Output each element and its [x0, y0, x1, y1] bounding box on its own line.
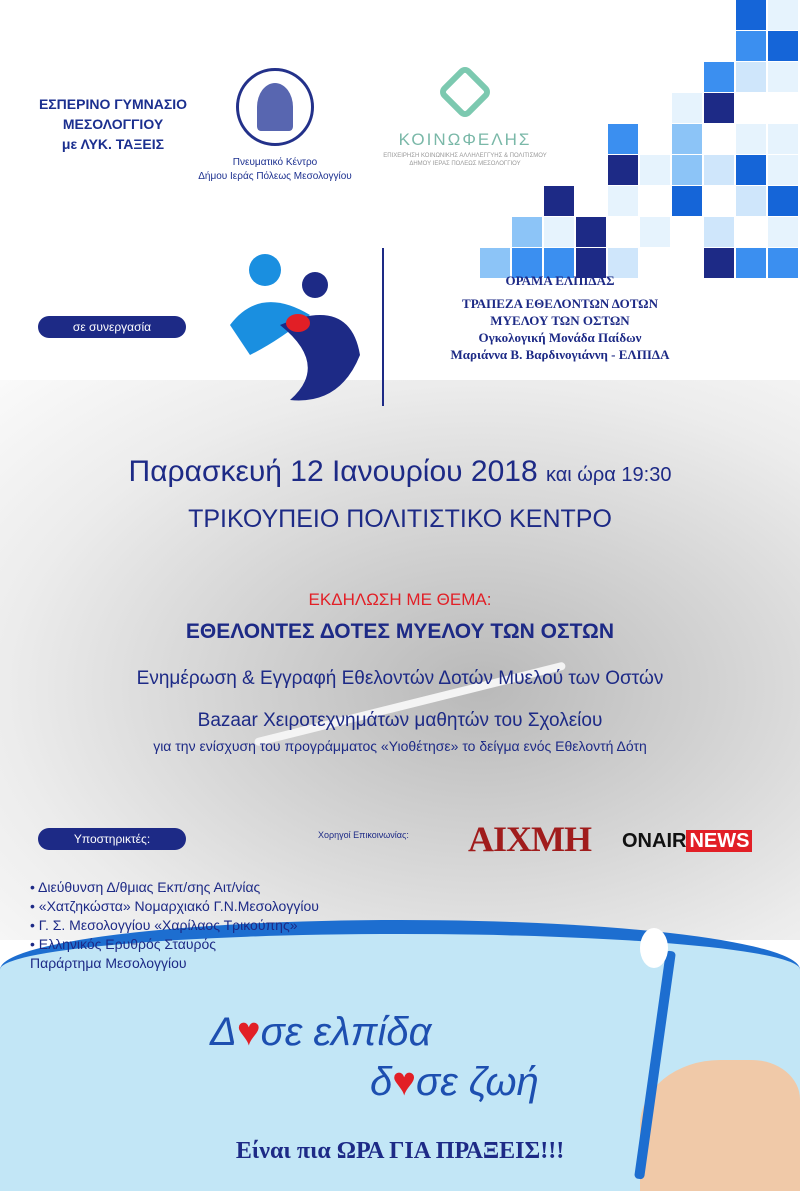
cultural-center-seal-icon: [236, 68, 314, 146]
tile: [608, 155, 638, 185]
partner-info: [395, 272, 725, 363]
list-item: • Γ. Σ. Μεσολογγίου «Χαρίλαος Τρικούπης»: [30, 916, 319, 935]
event-detail: Ενημέρωση & Εγγραφή Εθελοντών Δοτών Μυελού των Οστών: [136, 668, 664, 689]
partner-line: ΤΡΑΠΕΖΑ ΕΘΕΛΟΝΤΩΝ ΔΟΤΩΝ: [462, 296, 658, 311]
event-detail: Bazaar Χειροτεχνημάτων μαθητών του Σχολείου: [197, 710, 603, 731]
slogan-text: Δ: [210, 1010, 237, 1054]
tile: [704, 217, 734, 247]
media-sponsors-label: Χορηγοί Επικοινωνίας:: [318, 830, 409, 840]
list-item: Παράρτημα Μεσολογγίου: [30, 955, 187, 971]
tile: [736, 0, 766, 30]
tile: [704, 155, 734, 185]
swab-tip-icon: [640, 928, 668, 968]
theme-label: ΕΚΔΗΛΩΣΗ ΜΕ ΘΕΜΑ:: [308, 590, 492, 609]
caption-line: Πνευματικό Κέντρο: [232, 157, 318, 168]
orama-elpidas-logo-icon: [220, 245, 370, 405]
tile: [576, 217, 606, 247]
tile: [736, 31, 766, 61]
tile: [672, 124, 702, 154]
tile: [736, 248, 766, 278]
tile: [768, 186, 798, 216]
tile: [608, 124, 638, 154]
closing-slogan: Είναι πια ΩΡΑ ΓΙΑ ΠΡΑΞΕΙΣ!!!: [235, 1138, 565, 1164]
school-name: [28, 94, 198, 154]
onairnews-logo: [622, 830, 752, 853]
tile: [768, 62, 798, 92]
hand-image: [640, 1060, 800, 1191]
list-item: • «Χατζηκώστα» Νομαρχιακό Γ.Ν.Μεσολογγίου: [30, 897, 319, 916]
list-item: • Ελληνικός Ερυθρός Σταυρός: [30, 935, 319, 954]
school-line: ΕΣΠΕΡΙΝΟ ΓΥΜΝΑΣΙΟ: [38, 96, 188, 112]
tile: [768, 31, 798, 61]
subtitle-line: ΔΗΜΟΥ ΙΕΡΑΣ ΠΟΛΕΩΣ ΜΕΣΟΛΟΓΓΙΟΥ: [409, 161, 521, 167]
event-date: [0, 455, 800, 489]
slogan-line: [370, 1060, 539, 1105]
event-detail: για την ενίσχυση του προγράμματος «Υιοθέτησε» το δείγμα ενός Εθελοντή Δότη: [153, 738, 647, 754]
divider: [382, 248, 384, 406]
tile: [736, 62, 766, 92]
partner-line: ΜΥΕΛΟΥ ΤΩΝ ΟΣΤΩΝ: [490, 313, 630, 328]
tile: [544, 186, 574, 216]
school-line: με ΛΥΚ. ΤΑΞΕΙΣ: [61, 136, 165, 152]
koinofelis-name: ΚΟΙΝΩΦΕΛΗΣ: [398, 130, 532, 149]
logo-part: NEWS: [686, 830, 752, 852]
subtitle-line: ΕΠΙΧΕΙΡΗΣΗ ΚΟΙΝΩΝΙΚΗΣ ΑΛΛΗΛΕΓΓΥΗΣ & ΠΟΛΙΤΙΣΜΟΥ: [383, 153, 547, 159]
supporters-badge: Υποστηρικτές:: [38, 828, 186, 850]
tile: [736, 124, 766, 154]
koinofelis-subtitle: [370, 152, 560, 168]
time-text: και ώρα 19:30: [545, 464, 672, 486]
event-venue: ΤΡΙΚΟΥΠΕΙΟ ΠΟΛΙΤΙΣΤΙΚΟ ΚΕΝΤΡΟ: [188, 505, 612, 533]
tile: [640, 217, 670, 247]
collaboration-badge: σε συνεργασία: [38, 316, 186, 338]
logo-part: ONAIR: [622, 830, 687, 852]
tile: [608, 186, 638, 216]
tile: [704, 62, 734, 92]
slogan-text: δ: [370, 1060, 393, 1104]
tile: [704, 93, 734, 123]
tile: [768, 217, 798, 247]
slogan-line: [210, 1010, 431, 1055]
tile: [768, 124, 798, 154]
tile: [768, 248, 798, 278]
tile: [512, 217, 542, 247]
school-line: ΜΕΣΟΛΟΓΓΙΟΥ: [62, 116, 164, 132]
tile: [768, 155, 798, 185]
partner-line: ΟΡΑΜΑ ΕΛΠΙΔΑΣ: [505, 273, 615, 288]
heart-icon: ♥: [236, 1010, 261, 1054]
tile: [672, 93, 702, 123]
caption-line: Δήμου Ιεράς Πόλεως Μεσολογγίου: [198, 171, 352, 182]
partner-line: Μαριάννα Β. Βαρδινογιάννη - ΕΛΠΙΔΑ: [450, 347, 670, 362]
tile: [768, 0, 798, 30]
date-text: Παρασκευή 12 Ιανουρίου 2018: [128, 455, 538, 488]
slogan-text: σε ζωή: [415, 1060, 539, 1104]
cultural-center-caption: [180, 156, 370, 184]
event-theme: ΕΘΕΛΟΝΤΕΣ ΔΟΤΕΣ ΜΥΕΛΟΥ ΤΩΝ ΟΣΤΩΝ: [185, 620, 615, 643]
tile: [672, 155, 702, 185]
tile: [640, 155, 670, 185]
tile: [672, 186, 702, 216]
supporters-list: [30, 878, 319, 973]
slogan-text: σε ελπίδα: [260, 1010, 432, 1054]
heart-icon: ♥: [392, 1060, 416, 1104]
aixmi-logo: ΑΙΧΜΗ: [468, 819, 591, 859]
tile: [736, 155, 766, 185]
partner-line: Ογκολογική Μονάδα Παίδων: [478, 330, 642, 345]
tile: [544, 217, 574, 247]
list-item: • Διεύθυνση Δ/θμιας Εκπ/σης Αιτ/νίας: [30, 878, 319, 897]
tile: [736, 186, 766, 216]
